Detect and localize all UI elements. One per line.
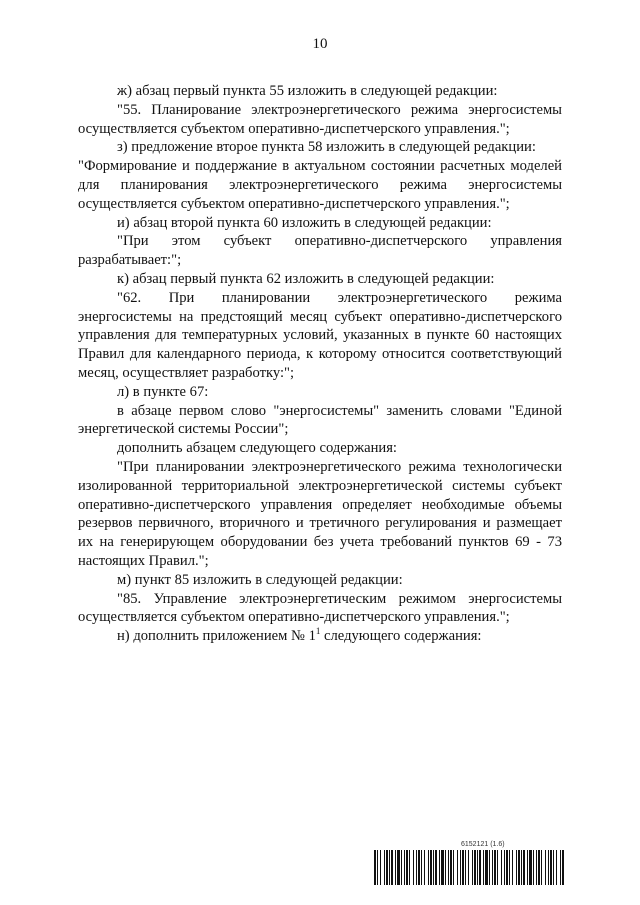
barcode-bar [409, 850, 410, 885]
barcode-bar [474, 850, 476, 885]
barcode-bar [485, 850, 488, 885]
barcode-bar [450, 850, 452, 885]
paragraph-zh: ж) абзац первый пункта 55 изложить в следующей редакции: [117, 83, 498, 99]
page-number: 10 [312, 36, 328, 52]
barcode-bar [479, 850, 481, 885]
barcode-bar [384, 850, 385, 885]
barcode-bar [413, 850, 414, 885]
barcode-bar [516, 850, 517, 885]
barcode-bar [416, 850, 417, 885]
barcode-bar [541, 850, 542, 885]
barcode-bar [492, 850, 493, 885]
barcode-bar [506, 850, 508, 885]
paragraph-z-quote: "Формирование и поддержание в актуальном состоянии расчетных моделей для планирования электроэнергетического режима энергосистемы осуществляется субъектом оперативно-диспетчерского управления."; [78, 158, 562, 212]
barcode-bar [468, 850, 469, 885]
paragraph-l-2: дополнить абзацем следующего содержания: [117, 440, 397, 457]
barcode-bar [418, 850, 420, 885]
barcode-bar [483, 850, 484, 885]
barcode-bar [391, 850, 393, 885]
barcode-bar [538, 850, 540, 885]
barcode-bar [553, 850, 554, 885]
paragraph-zh-quote: "55. Планирование электроэнергетического режима энергосистемы осуществляется субъектом оперативно-диспетчерского управления."; [78, 101, 562, 137]
barcode-bar [501, 850, 502, 885]
paragraph-i: и) абзац второй пункта 60 изложить в следующей редакции: [117, 214, 492, 231]
barcode-bar [433, 850, 434, 885]
document-code: 6152121 (1.6) [461, 841, 505, 848]
barcode-bar [489, 850, 490, 885]
barcode-bar [533, 850, 534, 885]
barcode-bar [380, 850, 381, 885]
barcode-bar [465, 850, 466, 885]
barcode-bar [389, 850, 390, 885]
barcode-bar [377, 850, 378, 885]
barcode-bar [448, 850, 449, 885]
barcode-bar [545, 850, 546, 885]
barcode-bar [472, 850, 473, 885]
barcode-bar [406, 850, 408, 885]
barcode-bar [457, 850, 458, 885]
paragraph-n-before: н) дополнить приложением № 1 [117, 628, 316, 645]
barcode-bar [504, 850, 505, 885]
barcode-bar [460, 850, 461, 885]
barcode-bar [397, 850, 400, 885]
barcode-bar [439, 850, 440, 885]
barcode-bar [521, 850, 522, 885]
paragraph-i-quote: "При этом субъект оперативно-диспетчерского управления разрабатывает:"; [78, 233, 562, 269]
barcode-bar [477, 850, 478, 885]
barcode-bar [536, 850, 537, 885]
appendix-superscript: 1 [315, 626, 321, 637]
paragraph-n [78, 627, 562, 646]
barcode-bar [556, 850, 557, 885]
barcode-bar [512, 850, 513, 885]
barcode-bar [518, 850, 520, 885]
barcode [374, 850, 564, 885]
barcode-bar [562, 850, 564, 885]
barcode-bar [374, 850, 376, 885]
barcode-bar [548, 850, 549, 885]
barcode-bar [441, 850, 444, 885]
paragraph-l-quote: "При планировании электроэнергетического режима технологически изолированной территориальной электроэнергетической системы субъект оперативно-диспетчерского управления определяет необходимые объемы резервов первичного, вторичного и третичного регулирования и размещает их на генерирующем оборудовании без учета требований пунктов 69 - 73 настоящих Правил."; [78, 458, 562, 569]
barcode-bar [529, 850, 532, 885]
barcode-bar [453, 850, 454, 885]
paragraph-m-quote: "85. Управление электроэнергетическим режимом энергосистемы осуществляется субъектом оперативно-диспетчерского управления."; [78, 590, 562, 626]
barcode-bar [509, 850, 510, 885]
barcode-bar [424, 850, 425, 885]
barcode-bar [401, 850, 402, 885]
barcode-bar [430, 850, 432, 885]
paragraph-m: м) пункт 85 изложить в следующей редакции: [117, 571, 403, 588]
barcode-bar [386, 850, 388, 885]
paragraph-k-quote: "62. При планировании электроэнергетического режима энергосистемы на предстоящий месяц субъект оперативно-диспетчерского управления для температурных условий, указанных в пункте 60 настоящих Правил для календарного периода, к которому относится соответствующий месяц, осуществляет разработку:"; [78, 289, 562, 381]
barcode-bar [497, 850, 498, 885]
barcode-bar [428, 850, 429, 885]
barcode-bar [404, 850, 405, 885]
paragraph-z: з) предложение второе пункта 58 изложить в следующей редакции: [117, 139, 536, 156]
barcode-bar [435, 850, 437, 885]
barcode-bar [421, 850, 422, 885]
barcode-bar [445, 850, 446, 885]
barcode-bar [523, 850, 525, 885]
paragraph-l-1: в абзаце первом слово "энергосистемы" заменить словами "Единой энергетической системы России"; [78, 402, 562, 438]
barcode-bar [395, 850, 396, 885]
paragraph-l: л) в пункте 67: [117, 383, 209, 400]
barcode-bar [494, 850, 496, 885]
document-body [78, 82, 562, 646]
paragraph-n-after: следующего содержания: [320, 628, 482, 645]
paragraph-k: к) абзац первый пункта 62 изложить в следующей редакции: [117, 270, 495, 287]
barcode-bar [527, 850, 528, 885]
barcode-bar [560, 850, 561, 885]
barcode-bar [550, 850, 552, 885]
barcode-bar [462, 850, 464, 885]
